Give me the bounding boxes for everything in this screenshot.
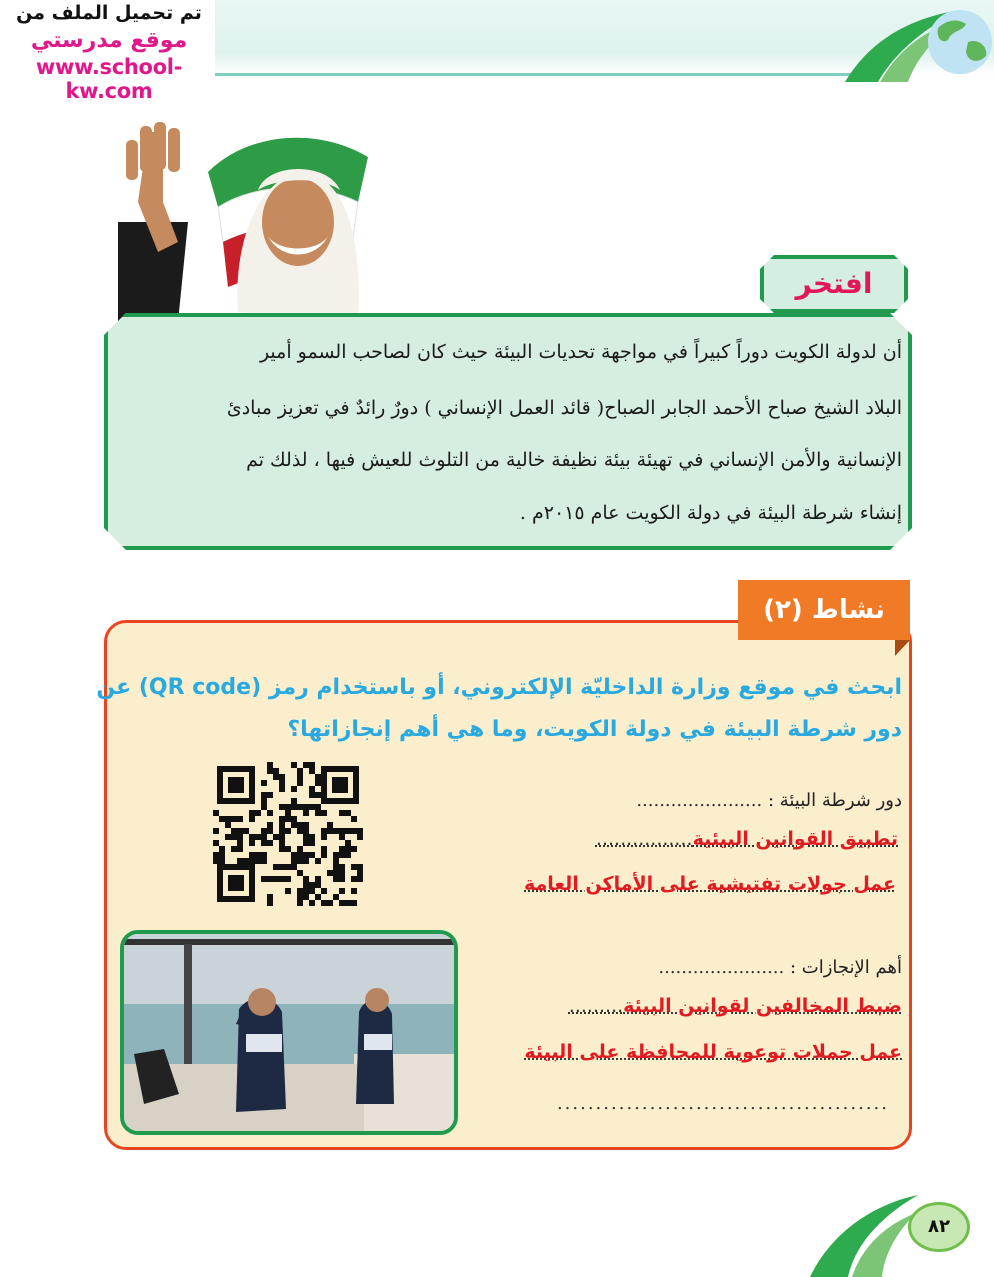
qr-module (267, 768, 273, 774)
qr-module (315, 804, 321, 810)
qr-module (333, 870, 339, 876)
qr-module (303, 876, 309, 882)
qr-module (213, 840, 219, 846)
qr-module (315, 858, 321, 864)
watermark-line1: تم تحميل الملف من (16, 2, 202, 24)
police-photo (120, 930, 458, 1135)
qr-module (351, 846, 357, 852)
qr-module (279, 774, 285, 780)
qr-module (297, 774, 303, 780)
qr-module (333, 876, 339, 882)
qr-module (267, 894, 273, 900)
qr-module (267, 822, 273, 828)
qr-module (303, 882, 309, 888)
qr-module (213, 828, 219, 834)
qr-module (339, 846, 345, 852)
qr-module (327, 870, 333, 876)
qr-module (249, 840, 255, 846)
qr-module (261, 834, 267, 840)
qr-module (243, 828, 249, 834)
qr-module (285, 810, 291, 816)
qr-module (327, 900, 333, 906)
qr-module (237, 828, 243, 834)
police-boat-image (124, 934, 454, 1131)
footer-leaf-icon (800, 1185, 920, 1277)
proud-text-line-3: الإنسانية والأمن الإنساني في تهيئة بيئة نظيفة خالية من التلوث للعيش فيها ، لذلك تم (246, 449, 902, 471)
role-answer-2: عمل جولات تفتيشية على الأماكن العامة (524, 873, 896, 895)
qr-module (273, 864, 279, 870)
qr-module (339, 888, 345, 894)
role-label-text: دور شرطة البيئة : (767, 790, 902, 811)
qr-module (315, 810, 321, 816)
achievement-answer-1-dots: ......... (568, 995, 624, 1017)
qr-module (285, 828, 291, 834)
qr-module (345, 852, 351, 858)
qr-module (285, 846, 291, 852)
qr-module (339, 870, 345, 876)
proud-text-line-2: البلاد الشيخ صباح الأحمد الجابر الصباح( قائد العمل الإنساني ) دورٌ رائدٌ في تعزيز مبادئ (226, 397, 902, 419)
qr-module (297, 822, 303, 828)
qr-module (291, 852, 297, 858)
qr-module (231, 828, 237, 834)
qr-module (321, 900, 327, 906)
qr-module (249, 858, 255, 864)
qr-module (279, 840, 285, 846)
activity-question-line-2: دور شرطة البيئة في دولة الكويت، وما هي أهم إنجازاتها؟ (287, 717, 902, 742)
qr-module (315, 894, 321, 900)
qr-module (321, 828, 327, 834)
qr-module (339, 864, 345, 870)
qr-module (219, 858, 225, 864)
qr-module (357, 870, 363, 876)
qr-module (333, 858, 339, 864)
qr-module (279, 816, 285, 822)
qr-module (267, 762, 273, 768)
qr-module (303, 828, 309, 834)
qr-module (333, 852, 339, 858)
qr-module (237, 834, 243, 840)
qr-module (297, 858, 303, 864)
qr-module (339, 876, 345, 882)
qr-module (303, 834, 309, 840)
achievements-label-text: أهم الإنجازات : (790, 957, 902, 978)
qr-module (315, 876, 321, 882)
qr-module (309, 882, 315, 888)
qr-module (339, 852, 345, 858)
activity-question-line-1: ابحث في موقع وزارة الداخليّة الإلكتروني، أو باستخدام رمز (QR code) عن (96, 675, 902, 700)
qr-module (255, 810, 261, 816)
qr-module (237, 840, 243, 846)
qr-module (297, 852, 303, 858)
qr-module (213, 810, 219, 816)
qr-module (315, 780, 321, 786)
qr-module (279, 846, 285, 852)
qr-module (285, 864, 291, 870)
role-label (636, 790, 902, 811)
qr-module (261, 780, 267, 786)
qr-module (339, 810, 345, 816)
qr-module (267, 840, 273, 846)
qr-module (249, 852, 255, 858)
qr-module (351, 888, 357, 894)
qr-module (315, 774, 321, 780)
watermark-line2: موقع مدرستي (30, 28, 188, 53)
qr-module (357, 834, 363, 840)
activity-title: نشاط (٢) (763, 595, 885, 625)
qr-module (249, 834, 255, 840)
qr-module (291, 798, 297, 804)
qr-module (333, 864, 339, 870)
qr-module (297, 888, 303, 894)
qr-module (279, 822, 285, 828)
qr-module (297, 768, 303, 774)
qr-module (219, 852, 225, 858)
qr-module (219, 816, 225, 822)
qr-module (309, 888, 315, 894)
qr-module (303, 888, 309, 894)
achievement-answer-1 (569, 995, 902, 1017)
qr-module (309, 900, 315, 906)
qr-module (297, 780, 303, 786)
qr-module (273, 834, 279, 840)
qr-module (309, 804, 315, 810)
qr-module (321, 888, 327, 894)
qr-module (291, 786, 297, 792)
qr-module (345, 846, 351, 852)
qr-module (297, 894, 303, 900)
qr-module (339, 834, 345, 840)
qr-module (333, 894, 339, 900)
qr-module (231, 834, 237, 840)
qr-module (351, 828, 357, 834)
qr-module (267, 792, 273, 798)
qr-module (267, 828, 273, 834)
proud-text-line-4: إنشاء شرطة البيئة في دولة الكويت عام ٢٠١٥م . (519, 502, 902, 524)
qr-module (261, 792, 267, 798)
qr-module (273, 876, 279, 882)
qr-module (351, 900, 357, 906)
qr-module (303, 822, 309, 828)
qr-module (333, 828, 339, 834)
qr-module (219, 846, 225, 852)
qr-module (249, 816, 255, 822)
qr-module (279, 828, 285, 834)
qr-module (339, 900, 345, 906)
qr-module (303, 852, 309, 858)
qr-module (285, 876, 291, 882)
qr-module (225, 834, 231, 840)
final-dots-line (557, 1093, 889, 1114)
achievement-answer-2: عمل حملات توعوية للمحافظة على البيئة (524, 1041, 902, 1063)
qr-module (291, 762, 297, 768)
qr-module (303, 804, 309, 810)
qr-module (261, 840, 267, 846)
qr-module (285, 888, 291, 894)
qr-module (285, 816, 291, 822)
qr-module (279, 876, 285, 882)
qr-module (243, 858, 249, 864)
qr-code-icon[interactable] (213, 762, 363, 906)
qr-module (291, 858, 297, 864)
qr-module (357, 864, 363, 870)
role-answer-1-dots: ................ (595, 828, 693, 850)
qr-module (351, 876, 357, 882)
achievements-label (658, 957, 902, 978)
qr-module (297, 804, 303, 810)
role-answer-1-text: تطبيق القوانين البيئية (692, 828, 898, 850)
qr-module (321, 834, 327, 840)
qr-module (309, 762, 315, 768)
qr-module (255, 852, 261, 858)
watermark (0, 0, 218, 103)
achievement-answer-1-text: ضبط المخالفين لقوانين البيئة (623, 995, 902, 1017)
qr-module (327, 828, 333, 834)
role-answer-1 (596, 828, 898, 850)
qr-module (345, 828, 351, 834)
qr-module (261, 804, 267, 810)
qr-module (225, 816, 231, 822)
qr-module (327, 822, 333, 828)
watermark-url[interactable]: www.school-kw.com (35, 55, 183, 103)
final-dots: ........................................... (556, 1093, 889, 1114)
qr-module (303, 894, 309, 900)
qr-module (237, 816, 243, 822)
qr-module (315, 792, 321, 798)
qr-module (297, 828, 303, 834)
qr-module (309, 786, 315, 792)
qr-module (291, 822, 297, 828)
qr-module (321, 810, 327, 816)
qr-module (255, 834, 261, 840)
qr-module (273, 768, 279, 774)
qr-module (213, 858, 219, 864)
role-dots: ...................... (636, 790, 763, 811)
qr-module (309, 792, 315, 798)
qr-module (261, 858, 267, 864)
qr-module (357, 828, 363, 834)
qr-module (321, 852, 327, 858)
globe-logo-icon (840, 0, 994, 85)
qr-module (261, 828, 267, 834)
qr-module (303, 840, 309, 846)
qr-module (237, 858, 243, 864)
qr-module (345, 900, 351, 906)
qr-module (291, 864, 297, 870)
qr-module (309, 834, 315, 840)
activity-tab-fold (895, 640, 910, 656)
qr-module (261, 798, 267, 804)
qr-module (303, 762, 309, 768)
qr-module (297, 900, 303, 906)
qr-module (279, 786, 285, 792)
achievements-dots: ...................... (658, 957, 785, 978)
qr-module (303, 858, 309, 864)
qr-module (303, 810, 309, 816)
qr-module (267, 810, 273, 816)
qr-module (291, 804, 297, 810)
qr-module (279, 864, 285, 870)
qr-module (309, 852, 315, 858)
qr-module (291, 816, 297, 822)
qr-module (309, 768, 315, 774)
qr-module (297, 846, 303, 852)
qr-module (345, 810, 351, 816)
header-divider (215, 73, 855, 76)
qr-module (237, 846, 243, 852)
amir-portrait-image (118, 112, 418, 322)
qr-module (339, 828, 345, 834)
qr-module (255, 858, 261, 864)
qr-module (309, 840, 315, 846)
proud-text-line-1: أن لدولة الكويت دوراً كبيراً في مواجهة تحديات البيئة حيث كان لصاحب السمو أمير (259, 341, 902, 363)
qr-module (345, 840, 351, 846)
qr-module (231, 816, 237, 822)
qr-module (285, 804, 291, 810)
qr-module (273, 774, 279, 780)
qr-module (267, 876, 273, 882)
qr-module (267, 900, 273, 906)
qr-module (279, 834, 285, 840)
qr-module (315, 882, 321, 888)
qr-module (351, 864, 357, 870)
page-number: ٨٢ (928, 1216, 950, 1237)
qr-module (351, 816, 357, 822)
qr-module (261, 852, 267, 858)
qr-module (231, 846, 237, 852)
qr-module (357, 876, 363, 882)
qr-module (279, 780, 285, 786)
qr-module (213, 852, 219, 858)
proud-heading: افتخر (795, 267, 873, 300)
qr-module (261, 876, 267, 882)
qr-module (249, 810, 255, 816)
qr-module (321, 846, 327, 852)
qr-module (279, 804, 285, 810)
qr-module (297, 870, 303, 876)
qr-module (225, 822, 231, 828)
